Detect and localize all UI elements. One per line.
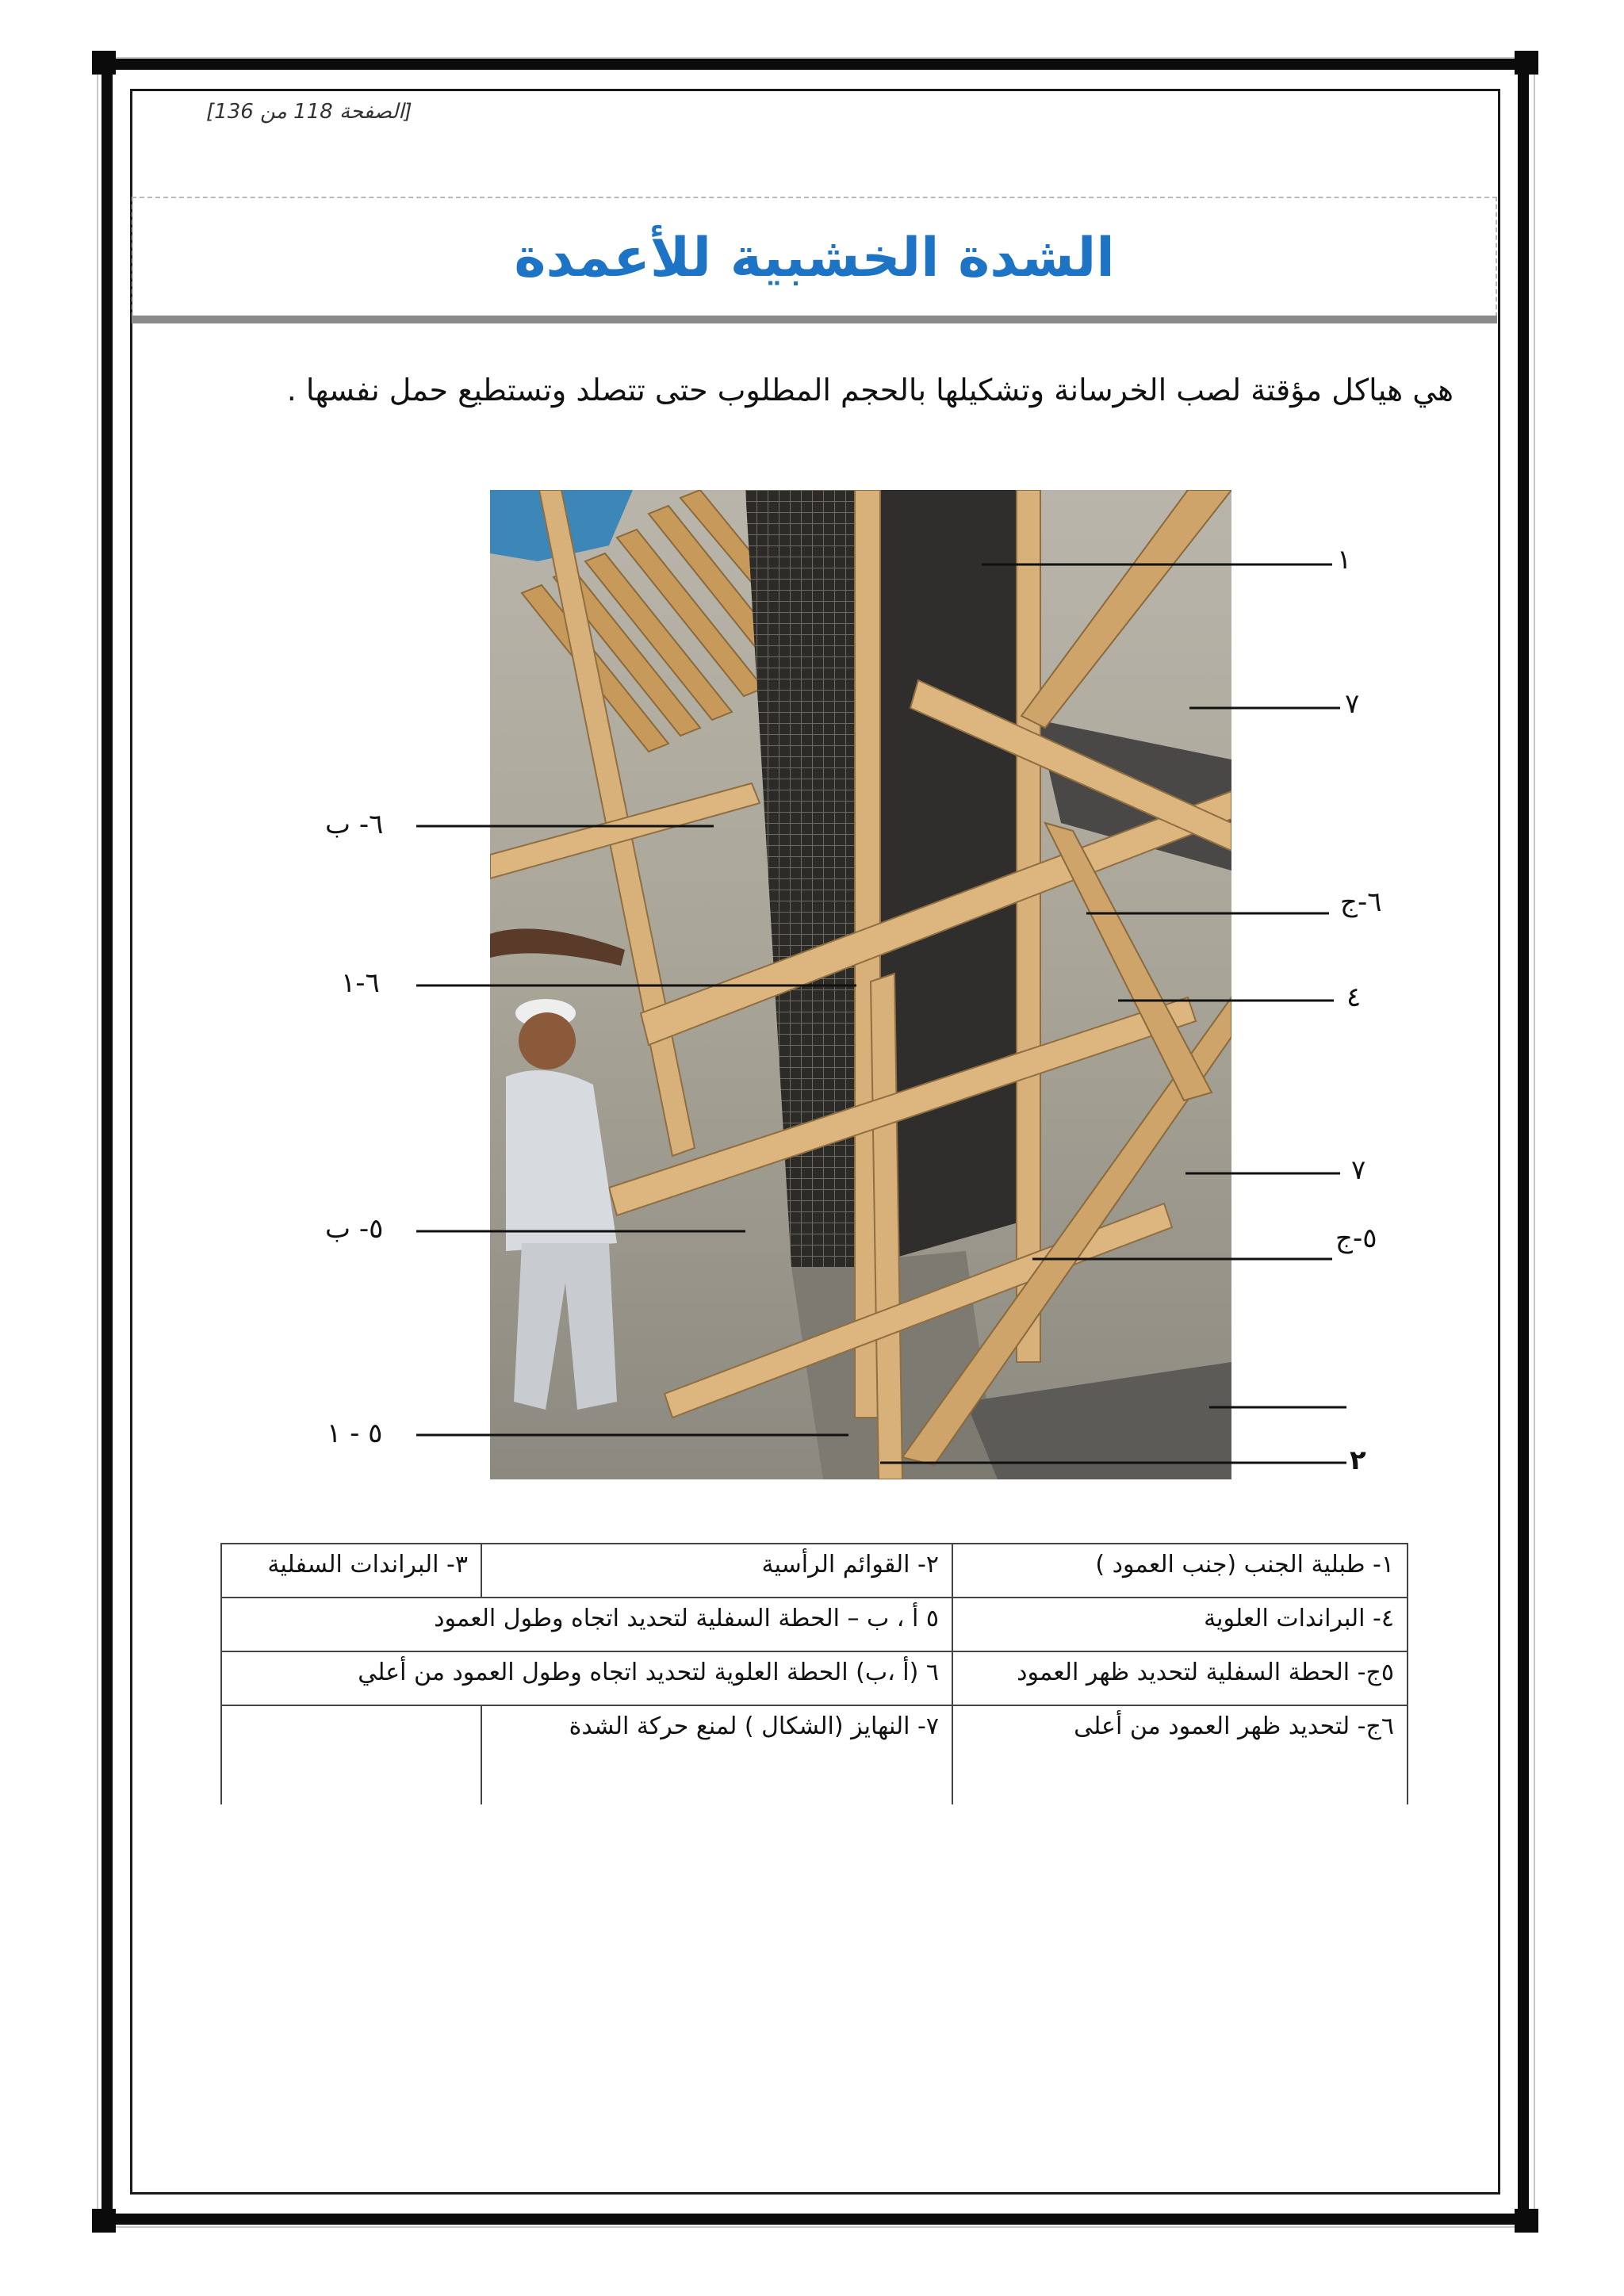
intro-paragraph: هي هياكل مؤقتة لصب الخرسانة وتشكيلها بالحجم المطلوب حتى تتصلد وتستطيع حمل نفسها . xyxy=(286,373,1454,408)
callout-label-6b: ٦- ب xyxy=(325,809,384,840)
callout-label-5b: ٥- ب xyxy=(325,1213,384,1245)
legend-cell: ٢- القوائم الرأسية xyxy=(481,1544,952,1598)
callout-label-6j: ٦-ج xyxy=(1340,886,1382,918)
frame-corner xyxy=(1515,2209,1538,2233)
legend-cell: ٤- البراندات العلوية xyxy=(952,1598,1408,1651)
table-row xyxy=(221,1705,1408,1804)
table-row xyxy=(221,1651,1408,1705)
frame-corner xyxy=(92,51,116,75)
table-row xyxy=(221,1598,1408,1651)
callout-label-2: ٢ xyxy=(1350,1445,1366,1476)
legend-cell: ٣- البراندات السفلية xyxy=(221,1544,481,1598)
title-box xyxy=(132,197,1497,317)
callout-label-5j: ٥-ج xyxy=(1335,1223,1377,1254)
callout-label-7-mid: ٧ xyxy=(1351,1154,1366,1186)
legend-cell: ٥ أ ، ب – الحطة السفلية لتحديد اتجاه وطول العمود xyxy=(221,1598,952,1651)
callout-label-4: ٤ xyxy=(1346,982,1362,1013)
page-title: الشدة الخشبية للأعمدة xyxy=(514,226,1115,289)
legend-cell: ٦ج- لتحديد ظهر العمود من أعلى xyxy=(952,1705,1408,1804)
title-underline xyxy=(132,316,1497,323)
legend-cell: ٦ (أ ،ب) الحطة العلوية لتحديد اتجاه وطول العمود من أعلي xyxy=(221,1651,952,1705)
legend-cell: ٧- النهايز (الشكال ) لمنع حركة الشدة xyxy=(481,1705,952,1804)
callout-label-7-top: ٧ xyxy=(1345,688,1360,720)
legend-cell: ١- طبلية الجنب (جنب العمود ) xyxy=(952,1544,1408,1598)
frame-corner xyxy=(1515,51,1538,75)
frame-corner xyxy=(92,2209,116,2233)
table-row xyxy=(221,1544,1408,1598)
callout-label-1: ١ xyxy=(1337,544,1352,576)
legend-cell: ٥ج- الحطة السفلية لتحديد ظهر العمود xyxy=(952,1651,1408,1705)
legend-table xyxy=(220,1543,1408,1804)
legend-cell xyxy=(221,1705,481,1804)
callout-label-5a: ٥ - ١ xyxy=(327,1418,383,1449)
callout-label-6a: ٦-١ xyxy=(341,967,380,999)
formwork-photo xyxy=(490,490,1231,1479)
page-number: [الصفحة 118 من 136] xyxy=(206,100,412,124)
